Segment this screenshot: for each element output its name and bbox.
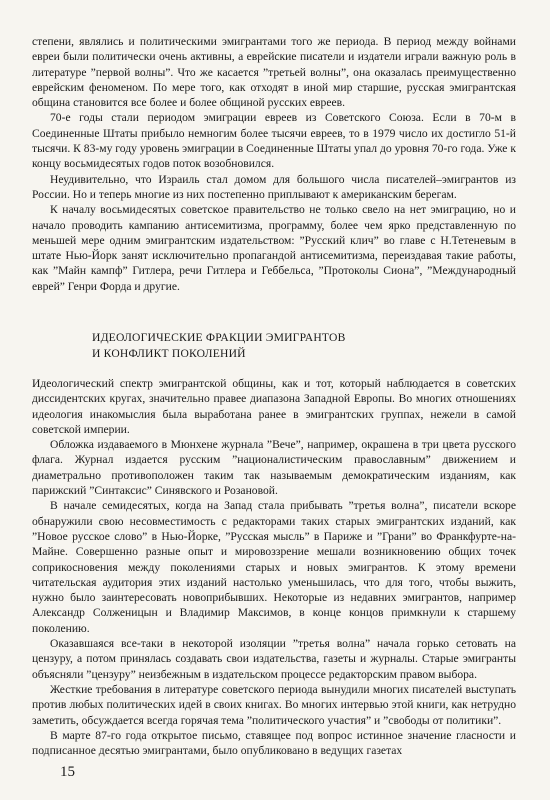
paragraph-soviet-requirements: Жесткие требования в литературе советского периода вынудили многих писателей выступать против любых политических идей в своих книгах. Во многих интервью этой книги, как нетрудно заметить, обсуждается всегда горячая тема ”политического участия” и ”свободы от политики”. — [32, 682, 516, 727]
bottom-text-block — [32, 376, 516, 758]
paragraph-antisemitism: К началу восьмидесятых советское правительство не только свело на нет эмиграцию, но и начало проводить кампанию антисемитизма, программу, более чем ярко представленную по меньшей мере одним эмигрантским издательством: ”Русский клич” во главе с Н.Тетеневым в штате Нью-Йорк занят исключительно пропагандой антисемитизма, переиздавая такие работы, как ”Майн кампф” Гитлера, речи Гитлера и Геббельса, ”Протоколы Сиона”, ”Международный еврей” Генри Форда и другие. — [32, 203, 516, 293]
paragraph-ideological-spectrum: Идеологический спектр эмигрантской общины, как и тот, который наблюдается в советских диссидентских кругах, значительно правее диапазона Западной Европы. Во многих отношениях идеология инакомыслия была выработана ранее в эмигрантских группах, нежели в самой советской империи. — [32, 377, 516, 436]
section-heading-line-2: И КОНФЛИКТ ПОКОЛЕНИЙ — [92, 346, 246, 360]
paragraph-emigration-70s: 70-е годы стали периодом эмиграции евреев из Советского Союза. Если в 70-м в Соединенные Штаты прибыло немногим более тысячи евреев, то в 1979 число их достигло 51-й тысячи. К 83-му году уровень эмиграции в Соединенные Штаты упал до уровня 70-го года. Уже к концу восьмидесятых годов поток возобновился. — [32, 111, 516, 171]
paragraph-open-letter: В марте 87-го года открытое письмо, ставящее под вопрос истинное значение гласности и подписанное десятью эмигрантами, было опубликовано в ведущих газетах — [32, 728, 516, 758]
paragraph-continuation: степени, являлись и политическими эмигрантами того же периода. В период между войнами евреи были политически очень активны, а еврейские писатели и издатели играли важную роль в литературе ”первой волны”. Что же касается ”третьей волны”, она оказалась преимущественно еврейским феноменом. По мере того, как отходят в иной мир старшие, русская эмигрантская община становится все более и более общиной русских евреев. — [32, 35, 516, 110]
paragraph-israel: Неудивительно, что Израиль стал домом для большого числа писателей–эмигрантов из России. Но и теперь многие из них постепенно приплывают к американским берегам. — [32, 172, 516, 201]
section-heading — [92, 330, 452, 361]
paragraph-veche: Обложка издаваемого в Мюнхене журнала ”Вече”, например, окрашена в три цвета русского флага. Журнал издается русским ”националистическим православным” движением и диаметрально противоположен таким так называемым демократическим изданиям, как парижский ”Синтаксис” Синявского и Розановой. — [32, 438, 516, 498]
page-number: 15 — [60, 764, 75, 780]
paragraph-third-wave: В начале семидесятых, когда на Запад стала прибывать ”третья волна”, писатели вскоре обнаружили свою несовместимость с редакторами таких старых эмигрантских изданий, как ”Новое русское слово” в Нью-Йорке, ”Русская мысль” в Париже и ”Грани” во Франкфурте-на-Майне. Совершенно разные опыт и мировоззрение мешали возникновению общих точек соприкосновения между поколениями старых и новых эмигрантов. К этому времени читательская аудитория этих изданий настолько уменьшилась, что для того, чтобы выжить, нужно было заинтересовать новоприбывших. Некоторые из недавних эмигрантов, например Александр Солженицын и Владимир Максимов, в конце концов примкнули к старшему поколению. — [32, 499, 516, 635]
paragraph-censorship: Оказавшаяся все-таки в некоторой изоляции ”третья волна” начала горько сетовать на цензуру, а потом принялась создавать свои издательства, газеты и журналы. Старые эмигранты объясняли ”цензуру” неизбежным в издательском процессе редакторским правом выбора. — [32, 637, 516, 681]
section-heading-line-1: ИДЕОЛОГИЧЕСКИЕ ФРАКЦИИ ЭМИГРАНТОВ — [92, 331, 346, 344]
top-text-block — [32, 34, 516, 294]
